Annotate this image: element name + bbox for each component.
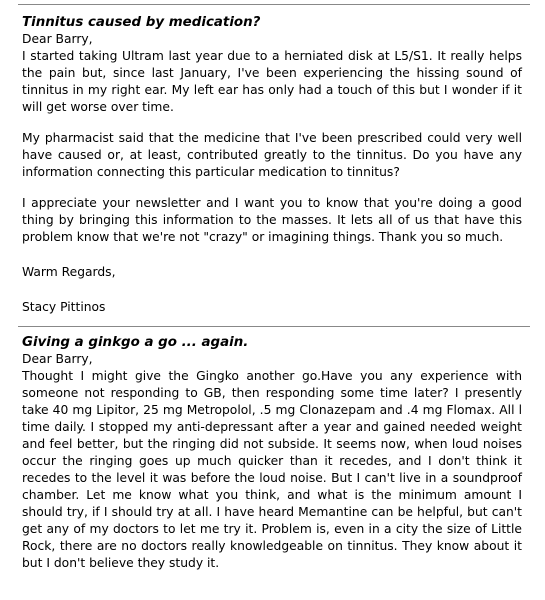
divider-middle: [18, 326, 530, 327]
letter-title: Giving a ginkgo a go ... again.: [22, 335, 249, 350]
letter-paragraph: Thought I might give the Gingko another go.Have you any experience with someone not responding to GB, then responding some time later? I presently take 40 mg Lipitor, 25 mg Metropolol, .5 mg Clonazepam and .4 mg Flomax. All l time daily. I stopped my anti-depressant after a year and gained needed weight and feel better, but the ringing did not subside. It seems now, when loud noises occur the ringing goes up much quicker than it recedes, and I don't think it recedes to the level it was before the loud noise. But I can't live in a soundproof chamber. Let me know what you think, and what is the minimum amount I should try, if I should try at all. I have heard Memantine can be helpful, but can't get any of my doctors to let me try it. Problem is, even in a city the size of Little Rock, there are no doctors really knowledgeable on tinnitus. They know about it but I don't believe they study it.: [22, 369, 522, 570]
letter-ginkgo-again: [22, 334, 522, 572]
letter-paragraph: My pharmacist said that the medicine that I've been prescribed could very well have caused or, at least, contributed greatly to the tinnitus. Do you have any information connecting this particular medication to tinnitus?: [22, 131, 522, 179]
letter-paragraph: I started taking Ultram last year due to a herniated disk at L5/S1. It really helps the pain but, since last January, I've been experiencing the hissing sound of tinnitus in my right ear. My left ear has only had a touch of this but I wonder if it will get worse over time.: [22, 49, 522, 114]
letter-paragraph: I appreciate your newsletter and I want you to know that you're doing a good thing by bringing this information to the masses. It lets all of us that have this problem know that we're not "crazy" or imagining things. Thank you so much.: [22, 196, 522, 244]
letter-title: Tinnitus caused by medication?: [22, 15, 261, 30]
letter-signature: Stacy Pittinos: [22, 300, 106, 314]
letter-salutation: Dear Barry,: [22, 352, 93, 366]
letter-tinnitus-medication: [22, 14, 522, 316]
letter-salutation: Dear Barry,: [22, 32, 93, 46]
letter-closing: Warm Regards,: [22, 265, 116, 279]
divider-top: [18, 4, 530, 5]
